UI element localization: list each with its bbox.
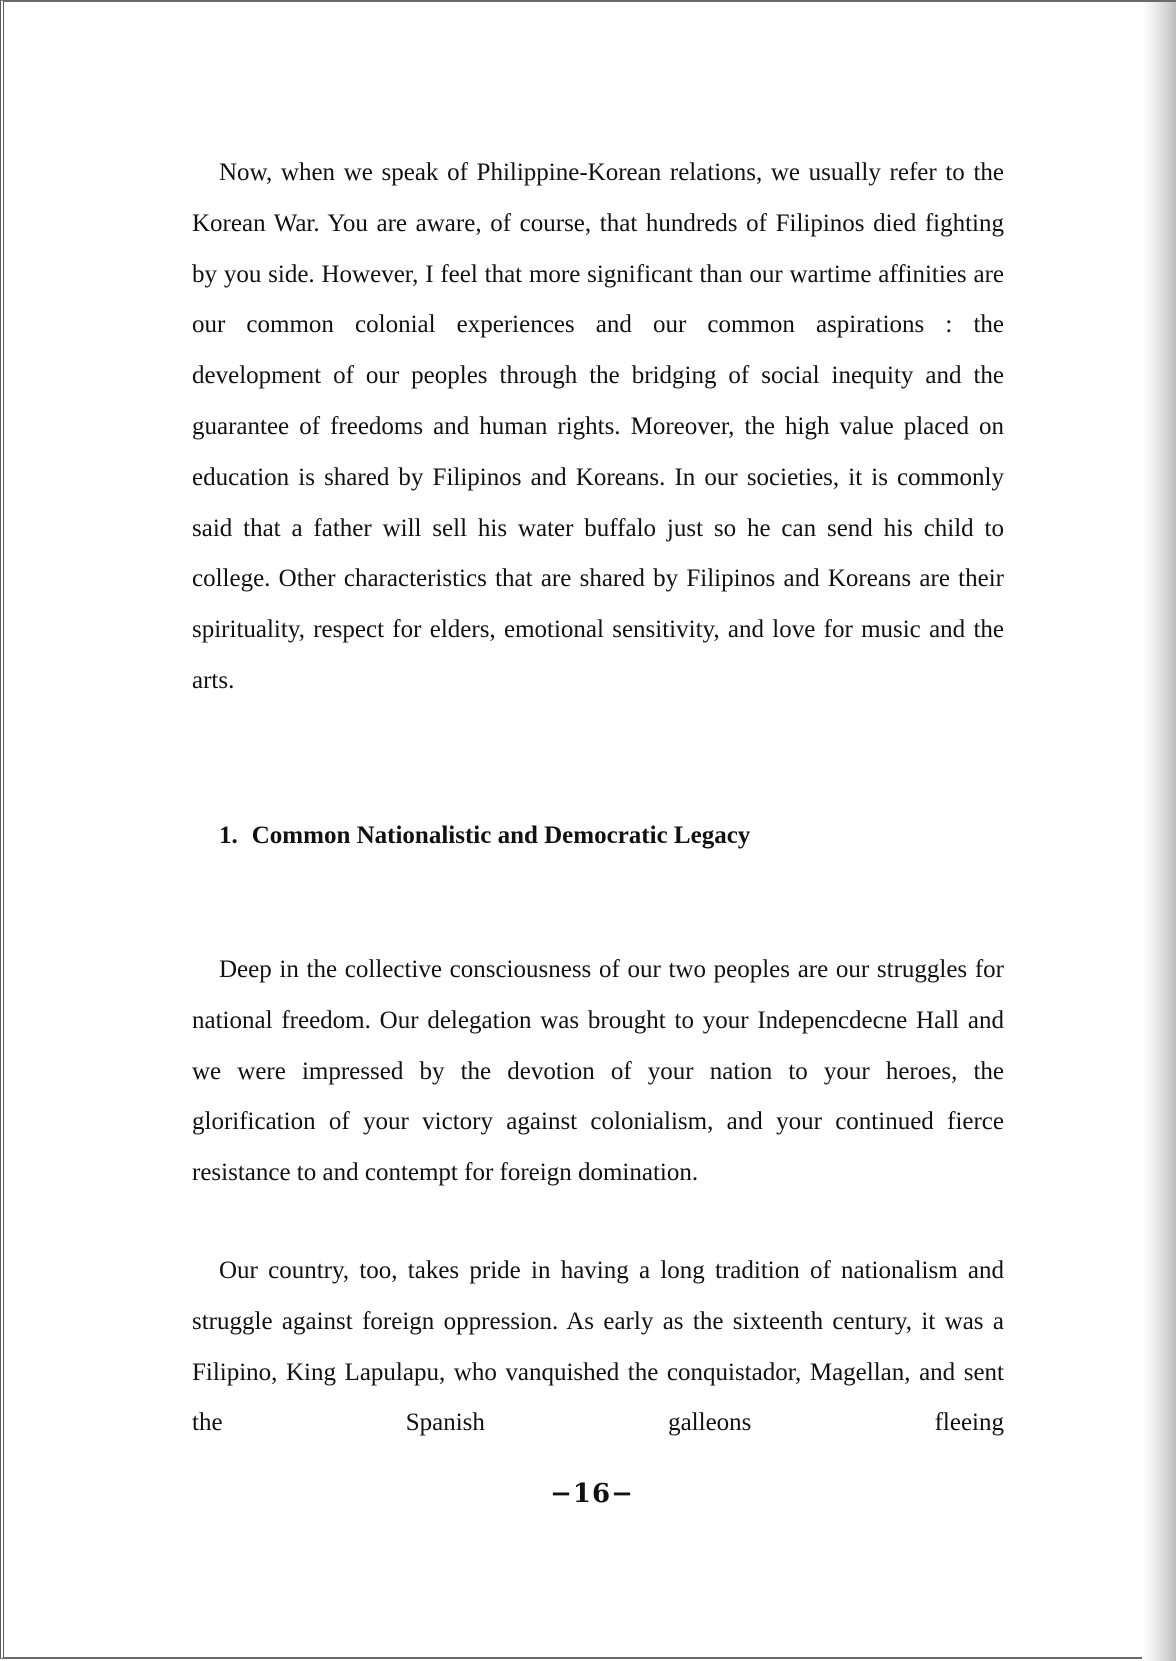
page-body <box>192 148 1004 1437</box>
page-number: −16− <box>550 1479 634 1509</box>
section-heading <box>219 811 750 861</box>
section-number: 1. <box>219 822 238 849</box>
page-edge-shadow <box>1142 2 1176 1661</box>
section-title: Common Nationalistic and Democratic Legacy <box>251 822 751 849</box>
paragraph-1: Now, when we speak of Philippine-Korean relations, we usually refer to the Korean War. You are aware, of course, that hundreds of Filipinos died fighting by you side. However, I feel that more significant than our wartime affinities are our common colonial experiences and our common aspirations : the development of our peoples through the bridging of social inequity and the guarantee of freedoms and human rights. Moreover, the high value placed on education is shared by Filipinos and Koreans. In our societies, it is commonly said that a father will sell his water buffalo just so he can send his child to college. Other characteristics that are shared by Filipinos and Koreans are their spirituality, respect for elders, emotional sensitivity, and love for music and the arts. <box>192 159 1004 694</box>
paragraph-3: Our country, too, takes pride in having a long tradition of nationalism and struggle against foreign oppression. As early as the sixteenth century, it was a Filipino, King Lapulapu, who vanquished the conquistador, Magellan, and sent the Spanish galleons fleeing <box>192 1257 1004 1437</box>
paragraph-2: Deep in the collective consciousness of our two peoples are our struggles for national freedom. Our delegation was brought to your Indepencdecne Hall and we were impressed by the devotion of your nation to your heroes, the glorification of your victory against colonialism, and your continued fierce resistance to and contempt for foreign domination. <box>192 956 1004 1187</box>
